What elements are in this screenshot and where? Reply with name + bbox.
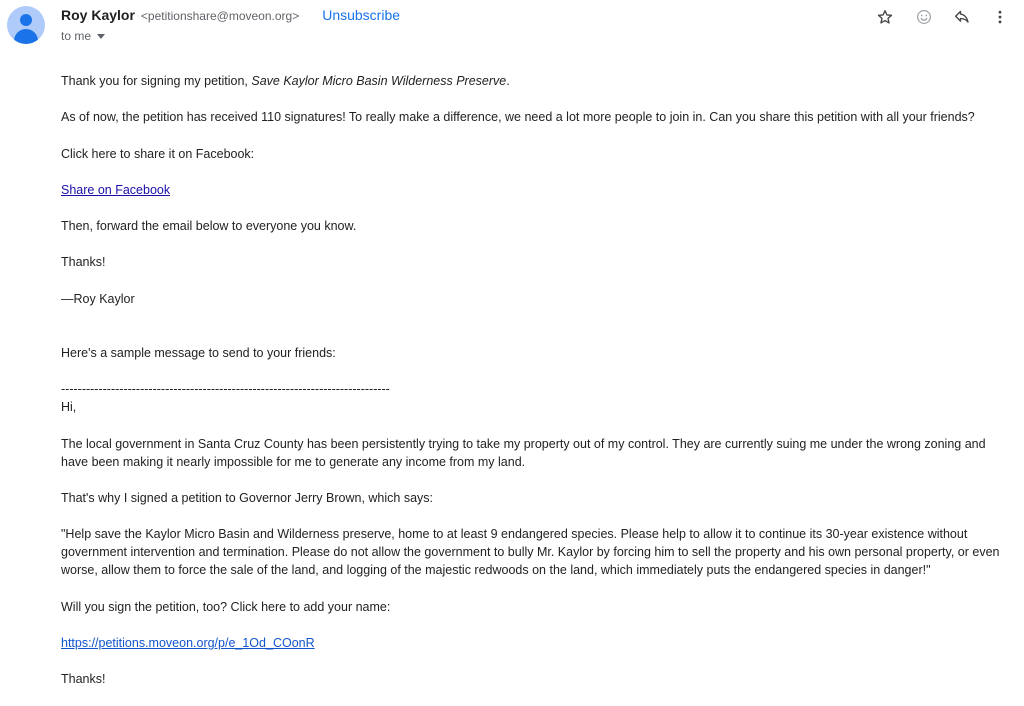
sender-line [61, 7, 400, 27]
petition-url-link[interactable]: https://petitions.moveon.org/p/e_1Od_COonR [61, 635, 315, 650]
to-label: to me [61, 29, 92, 43]
petition-title: Save Kaylor Micro Basin Wilderness Preserve [251, 74, 507, 88]
caret-down-icon [97, 34, 105, 39]
signatures-paragraph: As of now, the petition has received 110 signatures! To really make a difference, we need a lot more people to join in. Can you share this petition with all your friends? [61, 110, 975, 125]
thanks-intro-text: Thank you for signing my petition, [61, 74, 252, 88]
forward-paragraph: Then, forward the email below to everyone you know. [61, 219, 357, 234]
star-button[interactable] [873, 4, 897, 30]
thanks-intro-paragraph [61, 72, 1016, 90]
sender-name[interactable]: Roy Kaylor [61, 7, 135, 23]
reply-button[interactable] [950, 4, 974, 30]
star-icon [876, 8, 894, 26]
more-options-button[interactable] [988, 4, 1012, 30]
will-you-sign-paragraph: Will you sign the petition, too? Click here to add your name: [61, 599, 391, 614]
share-on-facebook-link[interactable]: Share on Facebook [61, 182, 171, 197]
add-reaction-button[interactable] [912, 4, 936, 30]
sender-email: <petitionshare@moveon.org> [140, 9, 300, 23]
sender-avatar[interactable] [7, 6, 45, 44]
share-link-paragraph [61, 181, 1016, 199]
why-signed-paragraph: That's why I signed a petition to Governor Jerry Brown, which says: [61, 490, 433, 505]
hi-paragraph: Hi, [61, 400, 77, 415]
reply-icon [953, 8, 971, 26]
recipient-details-toggle[interactable] [61, 29, 105, 43]
period: . [506, 74, 510, 88]
local-government-paragraph: The local government in Santa Cruz County has been persistently trying to take my property out of my control. They are currently suing me under the wrong zoning and have been making it nearly impossible for me to generate any income from my land. [61, 436, 986, 469]
spacer [61, 326, 1016, 344]
unsubscribe-link[interactable]: Unsubscribe [322, 7, 401, 23]
signature-paragraph: —Roy Kaylor [61, 291, 135, 306]
avatar-head [20, 14, 32, 26]
divider-dashes: ------------------------------------------------------------------------------- [61, 382, 390, 397]
message-body [61, 72, 1016, 706]
avatar-torso [14, 29, 38, 44]
petition-quote-paragraph: "Help save the Kaylor Micro Basin and Wilderness preserve, home to at least 9 endangered species. Please help to allow it to continue its 30-year existence without government intervention and termination. Please do not allow the government to bully Mr. Kaylor by forcing him to sell the property and his own personal property, or even worse, allow them to force the sale of the land, and logging of the majestic redwoods on the land, which immediately puts the endangered species in danger!" [61, 527, 1000, 578]
petition-url-paragraph [61, 634, 1016, 652]
click-share-paragraph: Click here to share it on Facebook: [61, 146, 255, 161]
sample-intro-paragraph: Here's a sample message to send to your friends: [61, 346, 336, 361]
thanks-paragraph: Thanks! [61, 255, 106, 270]
thanks-end-paragraph: Thanks! [61, 672, 106, 687]
emoji-icon [915, 8, 933, 26]
more-vert-icon [991, 8, 1009, 26]
